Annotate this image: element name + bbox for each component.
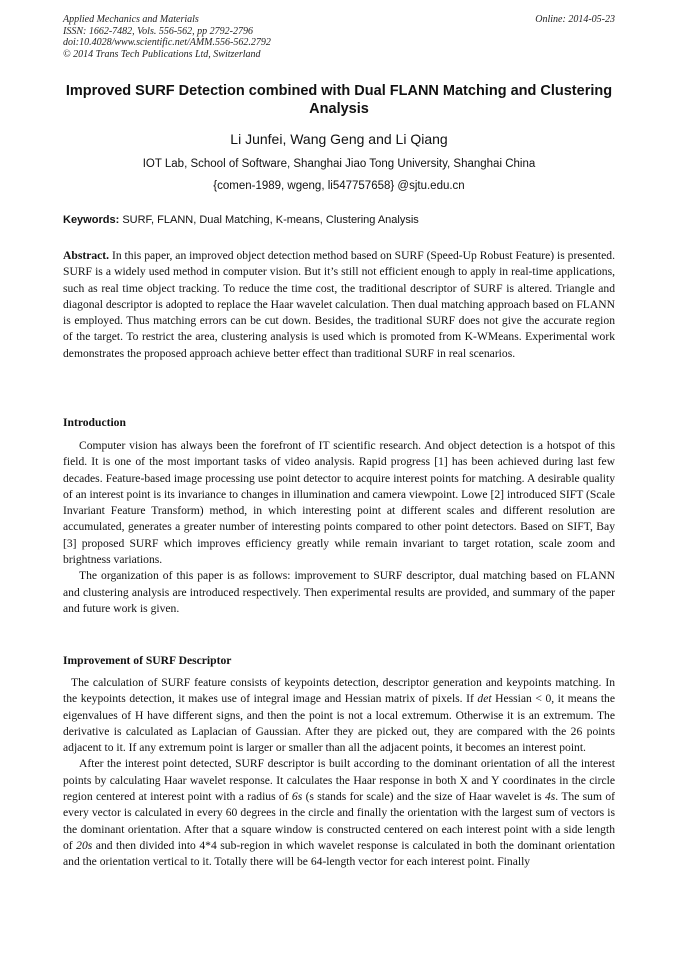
intro-paragraph-1: Computer vision has always been the forefront of IT scientific research. And object detection is a hotspot of this field. It is one of the most important tasks of video analysis. Rapid progress [1] has been achieved during last few decades. Feature-based image processing use point detector to acquire interest points for matching. A desirable quality of an interest point is its invariance to changes in illumination and camera viewpoint. Lowe [2] introduced SIFT (Scale Invariant Feature Transform) method, in which interesting point at different scales and different resolution are accumulated, generates a greater number of interesting points compared to other point detectors. Based on SIFT, Bay [3] proposed SURF which improves efficiency greatly while remain invariant to target rotation, scale zoom and brightness variations. bbox=[63, 439, 615, 567]
surf-p1-det: det bbox=[477, 692, 492, 706]
email: {comen-1989, wgeng, li547757658} @sjtu.edu.cn bbox=[213, 180, 465, 192]
intro-paragraph-2: The organization of this paper is as follows: improvement to SURF descriptor, dual matching based on FLANN and clustering analysis are introduced respectively. Then experimental results are provided, and summary of the paper and future work is given. bbox=[63, 569, 615, 615]
surf-p2-20s: 20s bbox=[76, 838, 93, 852]
keywords-text: SURF, FLANN, Dual Matching, K-means, Clustering Analysis bbox=[122, 214, 419, 226]
surf-body bbox=[63, 675, 615, 871]
keywords-label: Keywords: bbox=[63, 214, 120, 226]
keywords bbox=[63, 214, 615, 226]
surf-p1-part-b: Hessian < 0, it means the eigenvalues of H have different signs, and then the point is not a local extremum. Otherwise it is an extremum. The derivative is calculated as Laplacian of Gaussian. After they are picked out, they are compared with the 26 points adjacent to it. If any extremum point is larger or smaller than all the adjacent points, it becomes an interest point. bbox=[63, 692, 615, 755]
abstract-label: Abstract. bbox=[63, 249, 110, 262]
abstract-text: In this paper, an improved object detection method based on SURF (Speed-Up Robust Feature) is presented. SURF is a widely used method in computer vision. But it’s still not efficient enough to apply in real-time applications, such as real time object tracking. To reduce the time cost, the traditional descriptor of SURF is altered. Triangle and diagonal descriptor is adopted to replace the Haar wavelet calculation. Then dual matching approach based on FLANN is employed. Thus matching errors can be cut down. Besides, the traditional SURF does not give the accurate region of the target. To restrict the area, clustering analysis is used which is promoted from K-WMeans. Experimental work demonstrates the proposed approach achieve better effect than traditional SURF in real scenarios. bbox=[63, 249, 615, 360]
paper-title: Improved SURF Detection combined with Dual FLANN Matching and Clustering Analysis bbox=[65, 83, 613, 117]
doi-line: doi:10.4028/www.scientific.net/AMM.556-562.2792 bbox=[63, 37, 271, 48]
authors: Li Junfei, Wang Geng and Li Qiang bbox=[230, 131, 448, 147]
surf-p1-part-a: The calculation of SURF feature consists of keypoints detection, descriptor generation and keypoints matching. In the keypoints detection, it makes use of integral image and Hessian matrix of pixels. If bbox=[63, 676, 615, 706]
surf-p2-part-d: and then divided into 4*4 sub-region in which wavelet response is calculated in both the dominant orientation and the orientation vertical to it. Totally there will be 64-length vector for each interest point. Finally bbox=[63, 838, 615, 869]
journal-name: Applied Mechanics and Materials bbox=[63, 14, 199, 25]
section-heading-surf: Improvement of SURF Descriptor bbox=[63, 654, 232, 667]
issn-line: ISSN: 1662-7482, Vols. 556-562, pp 2792-2796 bbox=[63, 25, 253, 37]
copyright-line: © 2014 Trans Tech Publications Ltd, Switzerland bbox=[63, 48, 261, 60]
introduction-body bbox=[63, 438, 615, 617]
surf-p2-6s: 6s bbox=[291, 790, 303, 804]
surf-paragraph-2 bbox=[63, 756, 615, 870]
affiliation: IOT Lab, School of Software, Shanghai Jiao Tong University, Shanghai China bbox=[142, 158, 536, 170]
online-date: Online: 2014-05-23 bbox=[535, 14, 615, 25]
section-heading-introduction: Introduction bbox=[63, 416, 126, 429]
surf-p2-part-c: . The sum of every vector is calculated in every 60 degrees in the circle and finally the orientation with the largest sum of vectors is the dominant orientation. After that a square window is constructed centered on each interest point with a side length of bbox=[63, 790, 615, 852]
surf-p2-part-b: (s stands for scale) and the size of Haar wavelet is bbox=[302, 790, 545, 804]
abstract bbox=[63, 248, 615, 362]
surf-p2-part-a: After the interest point detected, SURF descriptor is built according to the dominant orientation of all the interest points by calculating Haar wavelet response. It calculates the Haar response in both X and Y coordinates in the circle region centered at interest point with a radius of bbox=[63, 757, 615, 804]
journal-header bbox=[63, 14, 615, 60]
surf-paragraph-1 bbox=[63, 675, 615, 756]
surf-p2-4s: 4s bbox=[544, 790, 556, 804]
